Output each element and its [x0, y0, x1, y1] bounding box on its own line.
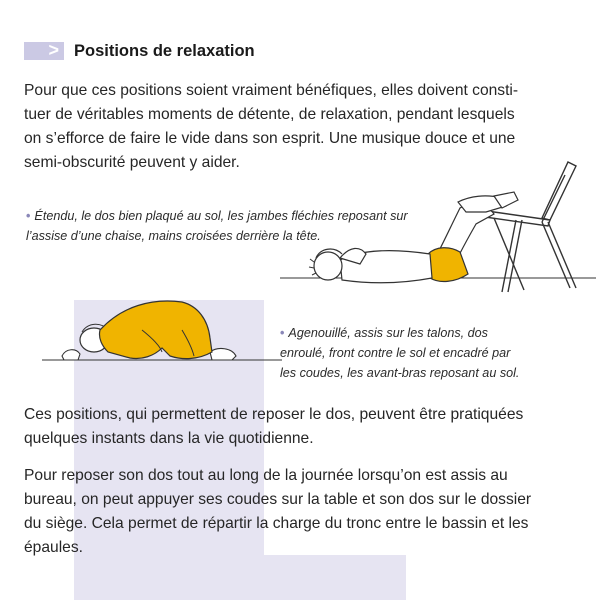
section-heading [24, 40, 255, 62]
heading-title: Positions de relaxation [74, 41, 255, 60]
heading-arrow-icon: > [24, 42, 64, 60]
paragraph-positions-benefits: Ces positions, qui permettent de reposer le dos, peuvent être pratiquées quelques instants dans la vie quotidienne. [24, 406, 524, 447]
paragraph-office-tips: Pour reposer son dos tout au long de la journée lorsqu’on est assis au bureau, on peut appuyer ses coudes sur la table et son dos sur le dossier du siège. Cela permet de répartir la charge du tronc entre le bassin et les épaules. [24, 467, 532, 556]
caption-bullet: • [280, 326, 285, 340]
kneeling-figure-illustration [42, 290, 285, 370]
caption-bullet: • [26, 209, 31, 223]
lavender-background-panel-extension [264, 555, 406, 600]
intro-paragraph: Pour que ces positions soient vraiment bénéfiques, elles doivent consti- tuer de véritables moments de détente, de relaxation, pendant lesquels on s’efforce de faire le vide dans son esprit. Une musique douce et une semi-obscurité peuvent y aider. [24, 82, 519, 171]
caption-kneeling-position: • Agenouillé, assis sur les talons, dos enroulé, front contre le sol et encadré par les coudes, les avant-bras reposant au sol. [280, 326, 520, 380]
caption-lying-position: • Étendu, le dos bien plaqué au sol, les jambes fléchies reposant sur l’assise d’une chaise, mains croisées derrière la tête. [26, 209, 408, 243]
